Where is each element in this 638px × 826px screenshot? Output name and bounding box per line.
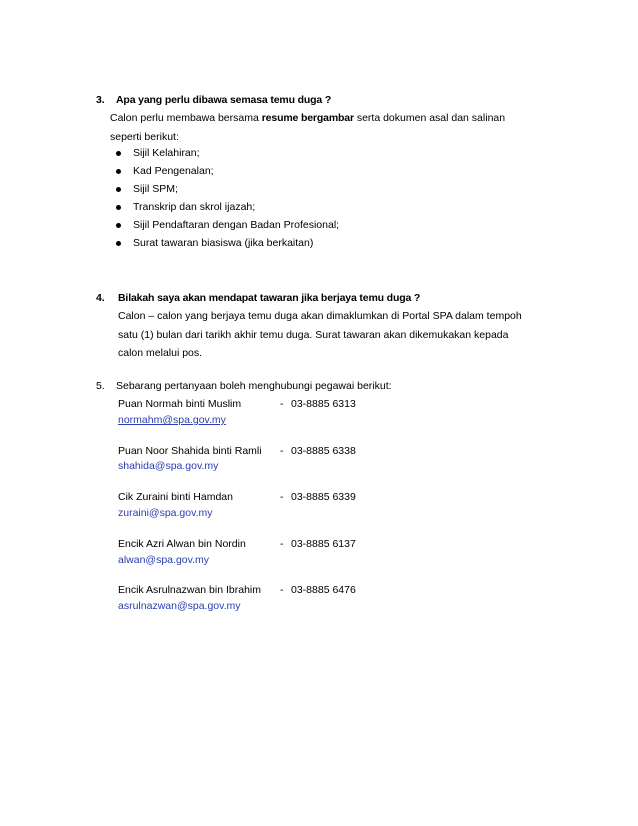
question-title: Bilakah saya akan mendapat tawaran jika berjaya temu duga ? — [118, 292, 421, 304]
list-item: Sijil Pendaftaran dengan Badan Profesional; — [133, 219, 340, 231]
contact-email-link[interactable]: normahm@spa.gov.my — [118, 414, 226, 426]
question-5-heading — [96, 379, 416, 393]
contact-name: Encik Azri Alwan bin Nordin — [118, 538, 246, 550]
question-4-body-line: Calon – calon yang berjaya temu duga akan dimaklumkan di Portal SPA dalam tempoh — [118, 310, 522, 322]
body-text: serta dokumen asal dan salinan — [353, 112, 506, 124]
contact-name: Puan Noor Shahida binti Ramli — [118, 445, 262, 457]
bullet-icon — [116, 187, 121, 192]
contact-separator: - — [280, 538, 284, 550]
question-number: 5. — [96, 380, 105, 392]
bullet-icon — [116, 205, 121, 210]
contact-email-link[interactable]: alwan@spa.gov.my — [118, 554, 210, 566]
bullet-icon — [116, 151, 121, 156]
contact-phone: 03-8885 6137 — [291, 538, 356, 550]
bullet-icon — [116, 241, 121, 246]
contact-phone: 03-8885 6338 — [291, 445, 356, 457]
body-bold-text: resume bergambar — [261, 112, 354, 124]
question-title: Sebarang pertanyaan boleh menghubungi pegawai berikut: — [116, 380, 392, 392]
question-4-heading — [96, 291, 436, 305]
contact-separator: - — [280, 491, 284, 503]
bullet-icon — [116, 169, 121, 174]
question-number: 3. — [96, 94, 105, 106]
contact-phone: 03-8885 6313 — [291, 398, 356, 410]
body-text: Calon perlu membawa bersama — [110, 112, 262, 124]
question-4-body-line: calon melalui pos. — [118, 347, 203, 359]
question-number: 4. — [96, 292, 105, 304]
list-item: Sijil SPM; — [133, 183, 178, 195]
contact-separator: - — [280, 398, 284, 410]
contact-email-link[interactable]: shahida@spa.gov.my — [118, 460, 219, 472]
contact-email-link[interactable]: asrulnazwan@spa.gov.my — [118, 600, 241, 612]
bullet-icon — [116, 223, 121, 228]
contact-phone: 03-8885 6476 — [291, 584, 356, 596]
contact-name: Cik Zuraini binti Hamdan — [118, 491, 233, 503]
list-item: Kad Pengenalan; — [133, 165, 214, 177]
question-title: Apa yang perlu dibawa semasa temu duga ? — [116, 94, 332, 106]
contact-email-link[interactable]: zuraini@spa.gov.my — [118, 507, 213, 519]
question-3-heading — [96, 93, 356, 107]
question-3-body-line — [110, 111, 505, 125]
contact-separator: - — [280, 584, 284, 596]
contact-name: Puan Normah binti Muslim — [118, 398, 242, 410]
contact-name: Encik Asrulnazwan bin Ibrahim — [118, 584, 261, 596]
contact-phone: 03-8885 6339 — [291, 491, 356, 503]
list-item: Sijil Kelahiran; — [133, 147, 200, 159]
question-3-body-line: seperti berikut: — [110, 131, 179, 143]
question-4-body-line: satu (1) bulan dari tarikh akhir temu duga. Surat tawaran akan dikemukakan kepada — [118, 329, 509, 341]
contact-separator: - — [280, 445, 284, 457]
list-item: Transkrip dan skrol ijazah; — [133, 201, 256, 213]
list-item: Surat tawaran biasiswa (jika berkaitan) — [133, 237, 314, 249]
